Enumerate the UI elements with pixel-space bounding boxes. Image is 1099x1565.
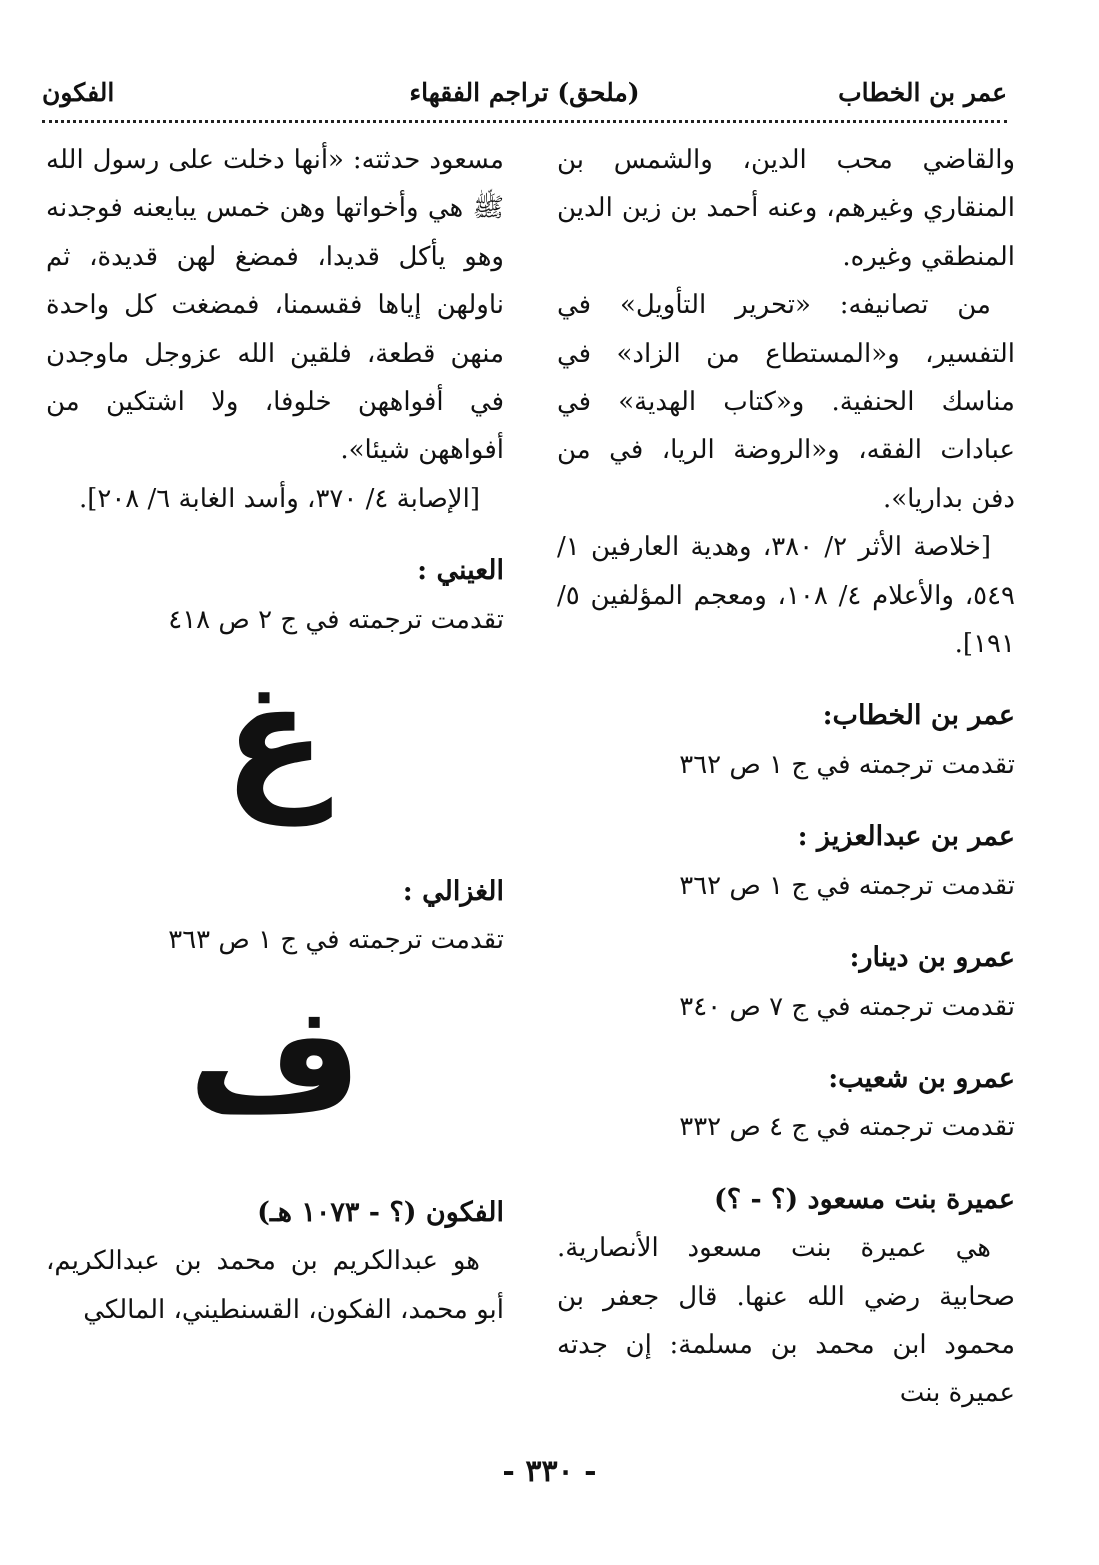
paragraph: من تصانيفه: «تحرير التأويل» في التفسير، و«المستطاع من الزاد» في مناسك الحنفية. و«كتاب الهدية» في عبادات الفقه، و«الروضة الريا، في من دفن بداريا». (557, 290, 1015, 514)
page-number: - ٣٣٠ - (502, 1454, 597, 1489)
section-letter: غ (223, 652, 327, 827)
entry-heading: عميرة بنت مسعود (؟ - ؟) (713, 1183, 1015, 1215)
entry-heading: عمرو بن شعيب: (828, 1062, 1015, 1094)
entry-note: تقدمت ترجمته في ج ١ ص ٣٦٢ (679, 870, 1015, 901)
left-column (46, 136, 504, 1426)
citation: [الإصابة ٤/ ٣٧٠، وأسد الغابة ٦/ ٢٠٨]. (78, 483, 480, 514)
entry-note: تقدمت ترجمته في ج ٢ ص ٤١٨ (168, 604, 504, 635)
entry-note: تقدمت ترجمته في ج ١ ص ٣٦٣ (168, 925, 504, 956)
entry-heading: العيني : (417, 555, 504, 587)
paragraph: مسعود حدثته: «أنها دخلت على رسول الله ﷺ هي وأخواتها وهن خمس يبايعنه فوجدنه وهو يأكل قديدا، فمضغ لهن قديدة، ثم ناولهن إياها فقسمنا، فمضغت كل واحدة منهن قطعة، فلقين الله عزوجل ماوجدن في أفواههن خلوفا، ولا اشتكين من أفواههن شيئا». (46, 145, 504, 466)
paragraph: والقاضي محب الدين، والشمس بن المنقاري وغيرهم، وعنه أحمد بن زين الدين المنطقي وغيره. (557, 145, 1015, 272)
citation: [خلاصة الأثر ٢/ ٣٨٠، وهدية العارفين ١/ ٥٤٩، والأعلام ٤/ ١٠٨، ومعجم المؤلفين ٥/ ١٩١]. (557, 532, 1016, 660)
entry-heading: الغزالي : (402, 876, 504, 908)
entry-heading: عمرو بن دينار: (849, 942, 1015, 974)
entry-note: تقدمت ترجمته في ج ١ ص ٣٦٢ (679, 749, 1015, 780)
header-center-title: (ملحق) تراجم الفقهاء (409, 78, 640, 107)
entry-note: تقدمت ترجمته في ج ٧ ص ٣٤٠ (679, 991, 1015, 1022)
entry-heading: عمر بن الخطاب: (822, 700, 1015, 732)
header-right-title: عمر بن الخطاب (838, 78, 1007, 107)
paragraph: هي عميرة بنت مسعود الأنصارية. صحابية رضي الله عنها. قال جعفر بن محمود ابن محمد بن مسلمة: إن جدته عميرة بنت (557, 1233, 1015, 1409)
header-left-title: الفكون (42, 78, 115, 107)
entry-note: تقدمت ترجمته في ج ٤ ص ٣٣٢ (679, 1112, 1015, 1143)
entry-heading: الفكون (؟ - ١٠٧٣ هـ) (257, 1196, 504, 1228)
entry-heading: عمر بن عبدالعزيز : (797, 821, 1015, 853)
paragraph: هو عبدالكريم بن محمد بن عبدالكريم، أبو محمد، الفكون، القسنطيني، المالكي (46, 1246, 504, 1325)
right-column (557, 136, 1015, 1426)
section-letter: ف (187, 972, 363, 1147)
running-header (42, 74, 1007, 123)
